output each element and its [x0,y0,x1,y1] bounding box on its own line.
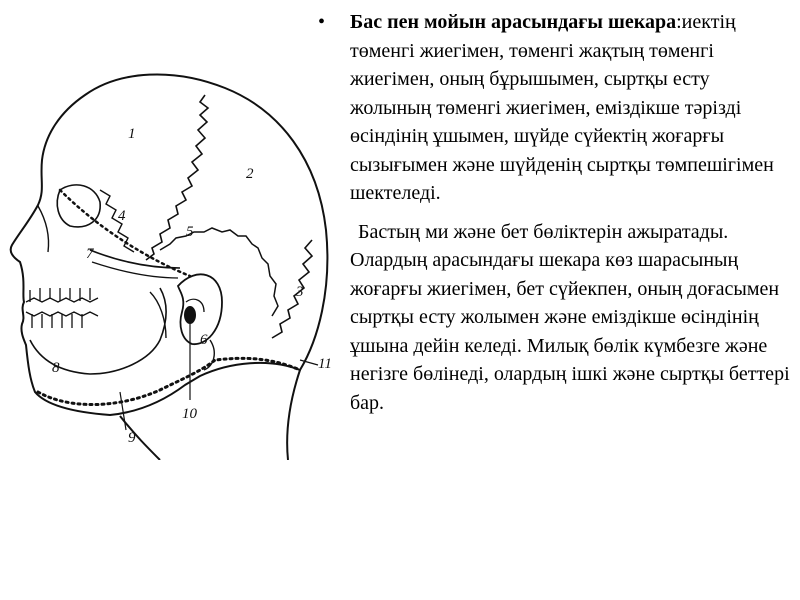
figure-label-4: 4 [118,208,126,224]
sphenoid-suture [100,190,134,252]
nasal-outline [38,206,49,252]
bullet-item [312,8,792,208]
leader-line-9 [120,392,126,430]
figure-label-9: 9 [128,430,136,446]
body-paragraph: Бастың ми және бет бөліктерін ажыратады. Олардың арасындағы шекара көз шарасының жоғарғы жиегімен, бет сүйекпен, оның доғасымен сыртқы есту жолымен және еміздікше өсіндінің ұшына дейін келеді. Милық бөлік күмбезге және негізге бөлінеді, олардың ішкі және сыртқы беттері бар. [350,220,790,414]
coronal-suture [146,95,208,260]
figure-label-1: 1 [128,126,136,142]
external-acoustic-meatus [184,306,196,324]
face-cranium-boundary [60,190,190,276]
figure-label-2: 2 [246,166,254,182]
figure-label-10: 10 [182,406,197,422]
bullet-marker: • [318,11,326,33]
bullet-body: :иектің төменгі жиегімен, төменгі жақтың төменгі жиегімен, оның бұрышымен, сыртқы есту жолының төменгі жиегімен, еміздікше тәрізді өсіндінің ұшымен, шүйде сүйектің жоғарғы сызығымен және шүйденің сыртқы төмпешігімен шектеледі. [350,11,774,204]
head-anatomy-drawing [0,40,345,460]
figure-label-11: 11 [318,356,332,372]
neck-back-outline [287,370,300,460]
figure-label-8: 8 [52,360,60,376]
upper-teeth [26,288,98,302]
zygomatic-arch-lower [92,262,178,278]
lower-teeth [26,312,98,328]
lambdoid-suture [272,240,312,338]
mandible-outline [30,288,166,374]
figure-label-6: 6 [200,332,208,348]
figure-label-5: 5 [186,224,194,240]
figure-label-3: 3 [296,284,304,300]
head-anatomy-illustration [0,40,345,460]
bullet-heading: Бас пен мойын арасындағы шекара [350,11,677,33]
neck-front-outline [120,416,160,460]
figure-label-7: 7 [86,246,94,262]
slide-text [312,8,792,417]
head-neck-boundary [38,358,300,404]
